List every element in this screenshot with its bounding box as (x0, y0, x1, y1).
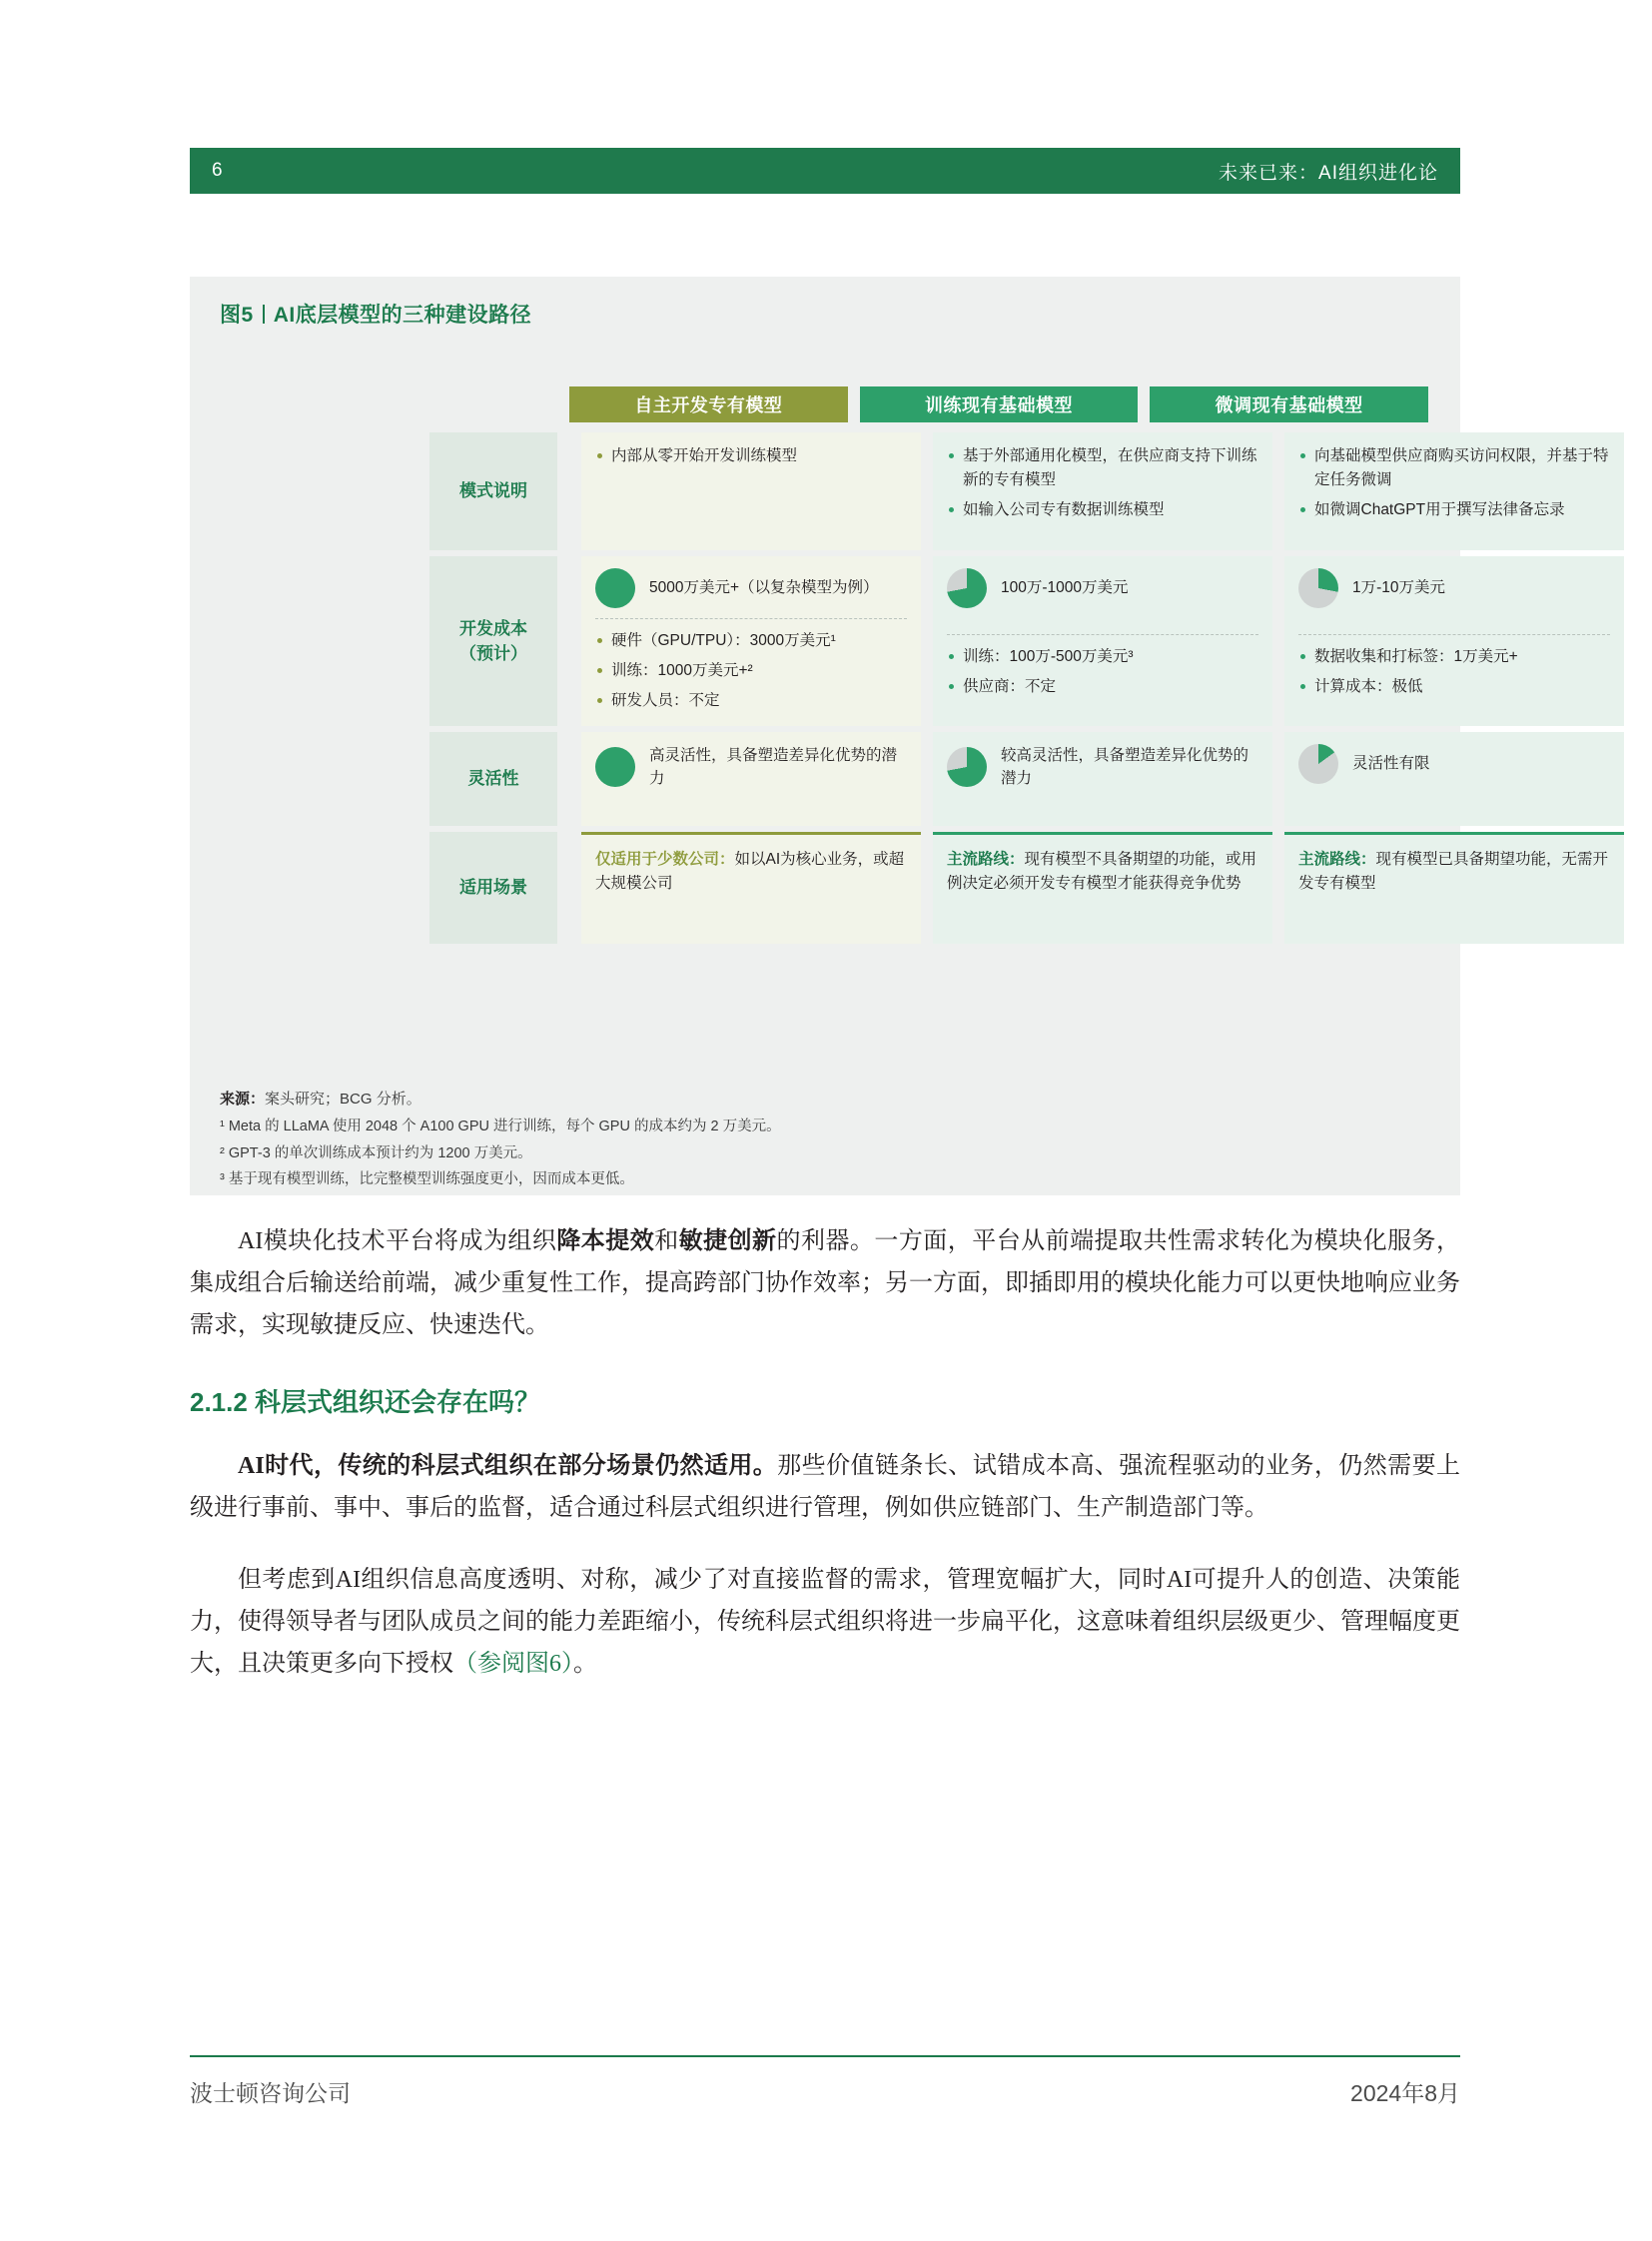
cell-description-finetune (1284, 432, 1624, 550)
table-row (429, 556, 1518, 726)
row-label-cost (429, 556, 557, 726)
bullet: 研发人员：不定 (595, 689, 907, 713)
flexibility-value: 较高灵活性，具备塑造差异化优势的潜力 (1001, 747, 1249, 788)
bullet: 硬件（GPU/TPU）：3000万美元¹ (595, 629, 907, 653)
para3-text: 但考虑到AI组织信息高度透明、对称，减少了对直接监督的需求，管理宽幅扩大，同时AI可提升人的创造、决策能力，使得领导者与团队成员之间的能力差距缩小，传统科层式组织将进一步扁平化，这意味着组织层级更少、管理幅度更大，且决策更多向下授权 (190, 1567, 1460, 1677)
para2-lead: AI时代，传统的科层式组织在部分场景仍然适用。 (238, 1453, 778, 1479)
usecase-text: 如以AI为核心业务，或超大规模公司 (595, 851, 905, 893)
para1-seg1: AI模块化技术平台将成为组织 (238, 1228, 557, 1254)
bullet: 内部从零开始开发训练模型 (595, 444, 907, 468)
document-title: 未来已来：AI组织进化论 (1219, 162, 1438, 184)
bullet: 供应商：不定 (947, 675, 1258, 699)
para2-text: 那些价值链条长、试错成本高、强流程驱动的业务，仍然需要上级进行事前、事中、事后的监督，适合通过科层式组织进行管理，例如供应链部门、生产制造部门等。 (190, 1453, 1461, 1521)
cell-cost-train (933, 556, 1272, 726)
para1-bold1: 降本提效 (556, 1228, 655, 1254)
cost-summary-own (595, 568, 907, 608)
figure-panel (190, 277, 1609, 1195)
cost-summary-train (947, 568, 1258, 608)
row-label-flexibility: 灵活性 (429, 732, 557, 826)
row-label-description: 模式说明 (429, 432, 557, 550)
cell-flexibility-train (933, 732, 1272, 826)
bullet: 训练：100万-500万美元³ (947, 645, 1258, 669)
pie-chart-icon (1298, 744, 1338, 784)
figure-column-headers (429, 386, 1428, 422)
source-line (220, 1086, 1398, 1114)
cell-flexibility-own (581, 732, 921, 826)
page-footer (190, 2075, 1460, 2108)
paragraph-hierarchy-still-applies (190, 1445, 1460, 1529)
section-heading: 2.1.2 科层式组织还会存在吗？ (190, 1387, 541, 1417)
footer-divider (190, 2055, 1460, 2057)
page-number: 6 (212, 160, 224, 181)
figure-rows (429, 432, 1609, 944)
cost-summary-finetune (1298, 568, 1610, 608)
figure-reference-link[interactable]: （参阅图6） (453, 1651, 573, 1677)
bullet: 如输入公司专有数据训练模型 (947, 498, 1258, 522)
bullet: 计算成本：极低 (1298, 675, 1610, 699)
bullet: 数据收集和打标签：1万美元+ (1298, 645, 1610, 669)
source-text: 案头研究；BCG 分析。 (265, 1091, 421, 1108)
source-label: 来源： (220, 1091, 266, 1108)
usecase-lead: 仅适用于少数公司： (595, 851, 735, 868)
figure-title (220, 299, 531, 329)
column-header-finetune-model: 微调现有基础模型 (1150, 386, 1428, 422)
pie-chart-icon (595, 747, 635, 787)
cell-usecase-own (581, 832, 921, 944)
column-header-train-model: 训练现有基础模型 (860, 386, 1139, 422)
para1-bold2: 敏捷创新 (678, 1228, 777, 1254)
footer-date: 2024年8月 (1350, 2080, 1460, 2106)
body-content (190, 1220, 1460, 1715)
figure-source (220, 1086, 1398, 1193)
cell-usecase-train (933, 832, 1272, 944)
figure-title-text: 图5 AI底层模型的三种建设路径 (220, 304, 532, 327)
cost-value: 5000万美元+（以复杂模型为例） (649, 579, 879, 597)
pie-chart-icon (947, 568, 987, 608)
usecase-text: 现有模型已具备期望功能，无需开发专有模型 (1298, 851, 1609, 893)
para1-seg3: 的利器。一方面，平台从前端提取共性需求转化为模块化服务，集成组合后输送给前端，减少重复性工作，提高跨部门协作效率；另一方面，即插即用的模块化能力可以更快地响应业务需求，实现敏捷反应、快速迭代。 (190, 1228, 1461, 1338)
usecase-lead: 主流路线： (947, 851, 1025, 868)
page-header (190, 148, 1460, 194)
cell-cost-own (581, 556, 921, 726)
cell-usecase-finetune (1284, 832, 1624, 944)
flexibility-value: 高灵活性，具备塑造差异化优势的潜力 (649, 747, 898, 788)
footnote: ¹ Meta 的 LLaMA 使用 2048 个 A100 GPU 进行训练，每个 GPU 的成本约为 2 万美元。 (220, 1118, 781, 1134)
table-row (429, 832, 1609, 944)
footer-company: 波士顿咨询公司 (190, 2080, 351, 2106)
pie-chart-icon (1298, 568, 1338, 608)
table-row (429, 432, 1609, 550)
table-row (429, 732, 1428, 826)
row-label-cost-line2: （预计） (459, 644, 527, 663)
figure-grid (429, 386, 1609, 1056)
cell-cost-finetune (1284, 556, 1624, 726)
pie-chart-icon (595, 568, 635, 608)
cell-flexibility-finetune (1284, 732, 1624, 826)
column-header-own-model: 自主开发专有模型 (569, 386, 848, 422)
pie-chart-icon (947, 747, 987, 787)
footnote: ³ 基于现有模型训练，比完整模型训练强度更小，因而成本更低。 (220, 1171, 634, 1188)
bullet: 向基础模型供应商购买访问权限，并基于特定任务微调 (1298, 444, 1610, 492)
row-label-cost-line1: 开发成本 (459, 618, 527, 638)
usecase-text: 现有模型不具备期望的功能，或用例决定必须开发专有模型才能获得竞争优势 (947, 851, 1257, 893)
paragraph-flattening (190, 1559, 1460, 1685)
row-label-use-case: 适用场景 (429, 832, 557, 944)
cell-description-own (581, 432, 921, 550)
cost-value: 100万-1000万美元 (1001, 579, 1129, 597)
cost-value: 1万-10万美元 (1352, 579, 1446, 597)
para3-end: 。 (573, 1651, 597, 1677)
bullet: 训练：1000万美元+² (595, 659, 907, 683)
cell-description-train (933, 432, 1272, 550)
flexibility-value: 灵活性有限 (1352, 755, 1430, 773)
usecase-lead: 主流路线： (1298, 851, 1376, 868)
bullet: 如微调ChatGPT用于撰写法律备忘录 (1298, 498, 1610, 522)
footnote: ² GPT-3 的单次训练成本预计约为 1200 万美元。 (220, 1144, 532, 1161)
paragraph-modular-platform (190, 1220, 1460, 1346)
bullet: 基于外部通用化模型，在供应商支持下训练新的专有模型 (947, 444, 1258, 492)
para1-seg2: 和 (654, 1228, 679, 1254)
